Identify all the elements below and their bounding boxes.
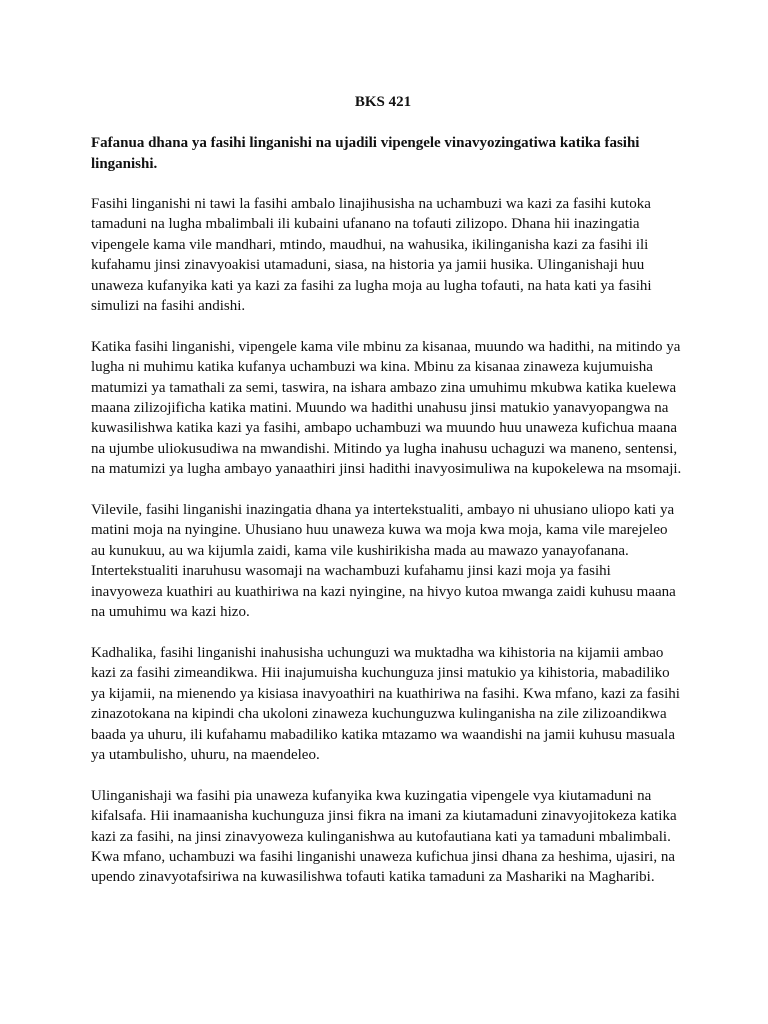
paragraph-4: Kadhalika, fasihi linganishi inahusisha uchunguzi wa muktadha wa kihistoria na kijamii ambao kazi za fasihi zimeandikwa. Hii inajumuisha kuchunguza jinsi matukio ya kihistoria, mabadiliko ya kijamii, na mienendo ya kisiasa inavyoathiri na kuathiriwa na fasihi. Kwa mfano, kazi za fasihi zinazotokana na kipindi cha ukoloni zinaweza kuchunguzwa kulinganisha na zile zilizoandikwa baada ya uhuru, ili kufahamu mabadiliko katika mtazamo wa waandishi na jamii kuhusu masuala ya utambulisho, uhuru, na maendeleo. <box>91 644 680 763</box>
paragraph-1: Fasihi linganishi ni tawi la fasihi ambalo linajihusisha na uchambuzi wa kazi za fasihi kutoka tamaduni na lugha mbalimbali ili kubaini ufanano na tofauti zilizopo. Dhana hii inazingatia vipengele kama vile mandhari, mtindo, maudhui, na wahusika, ikilinganisha kazi za fasihi ili kufahamu jinsi zinavyoakisi utamaduni, siasa, na historia ya jamii husika. Ulinganishaji huu unaweza kufanyika kati ya kazi za fasihi za lugha moja au lugha tofauti, na hata kati ya fasihi simulizi na fasihi andishi. <box>91 196 652 315</box>
course-code-heading: BKS 421 <box>354 94 412 110</box>
essay-body <box>91 194 685 908</box>
paragraph-2: Katika fasihi linganishi, vipengele kama vile mbinu za kisanaa, muundo wa hadithi, na mitindo ya lugha ni muhimu katika kufanya uchambuzi wa kina. Mbinu za kisanaa zinaweza kujumuisha matumizi ya tamathali za semi, taswira, na ishara ambazo zina umuhimu mkubwa katika kuelewa maana zilizojificha katika matini. Muundo wa hadithi unahusu jinsi matukio yanavyopangwa na kuwasilishwa katika kazi ya fasihi, ambapo uchambuzi wa muundo huu unaweza kufichua maana na ujumbe uliokusudiwa na mwandishi. Mitindo ya lugha inahusu uchaguzi wa maneno, sentensi, na matumizi ya lugha ambayo yanaathiri jinsi hadithi inavyosimuliwa na kupokelewa na msomaji. <box>91 338 682 478</box>
paragraph-3: Vilevile, fasihi linganishi inazingatia dhana ya intertekstualiti, ambayo ni uhusiano uliopo kati ya matini moja na nyingine. Uhusiano huu unaweza kuwa wa moja kwa moja, kama vile marejeleo au kunukuu, au wa kijumla zaidi, kama vile kushirikisha mada au mawazo yanayofanana. Intertekstualiti inaruhusu wasomaji na wachambuzi kufahamu jinsi kazi moja ya fasihi inavyoweza kuathiri au kuathiriwa na kazi nyingine, na hivyo kutoa mwanga zaidi kuhusu maana na umuhimu wa kazi hizo. <box>91 502 676 621</box>
essay-question: Fafanua dhana ya fasihi linganishi na ujadili vipengele vinavyozingatiwa katika fasihi linganishi. <box>91 135 640 172</box>
paragraph-5: Ulinganishaji wa fasihi pia unaweza kufanyika kwa kuzingatia vipengele vya kiutamaduni na kifalsafa. Hii inamaanisha kuchunguza jinsi fikra na imani za kiutamaduni zinavyojitokeza katika kazi za fasihi, na jinsi zinavyoweza kulinganishwa au kutofautiana kati ya tamaduni mbalimbali. Kwa mfano, uchambuzi wa fasihi linganishi unaweza kufichua jinsi dhana za heshima, ujasiri, na upendo zinavyotafsiriwa na kuwasilishwa tofauti katika tamaduni za Mashariki na Magharibi. <box>91 787 677 886</box>
